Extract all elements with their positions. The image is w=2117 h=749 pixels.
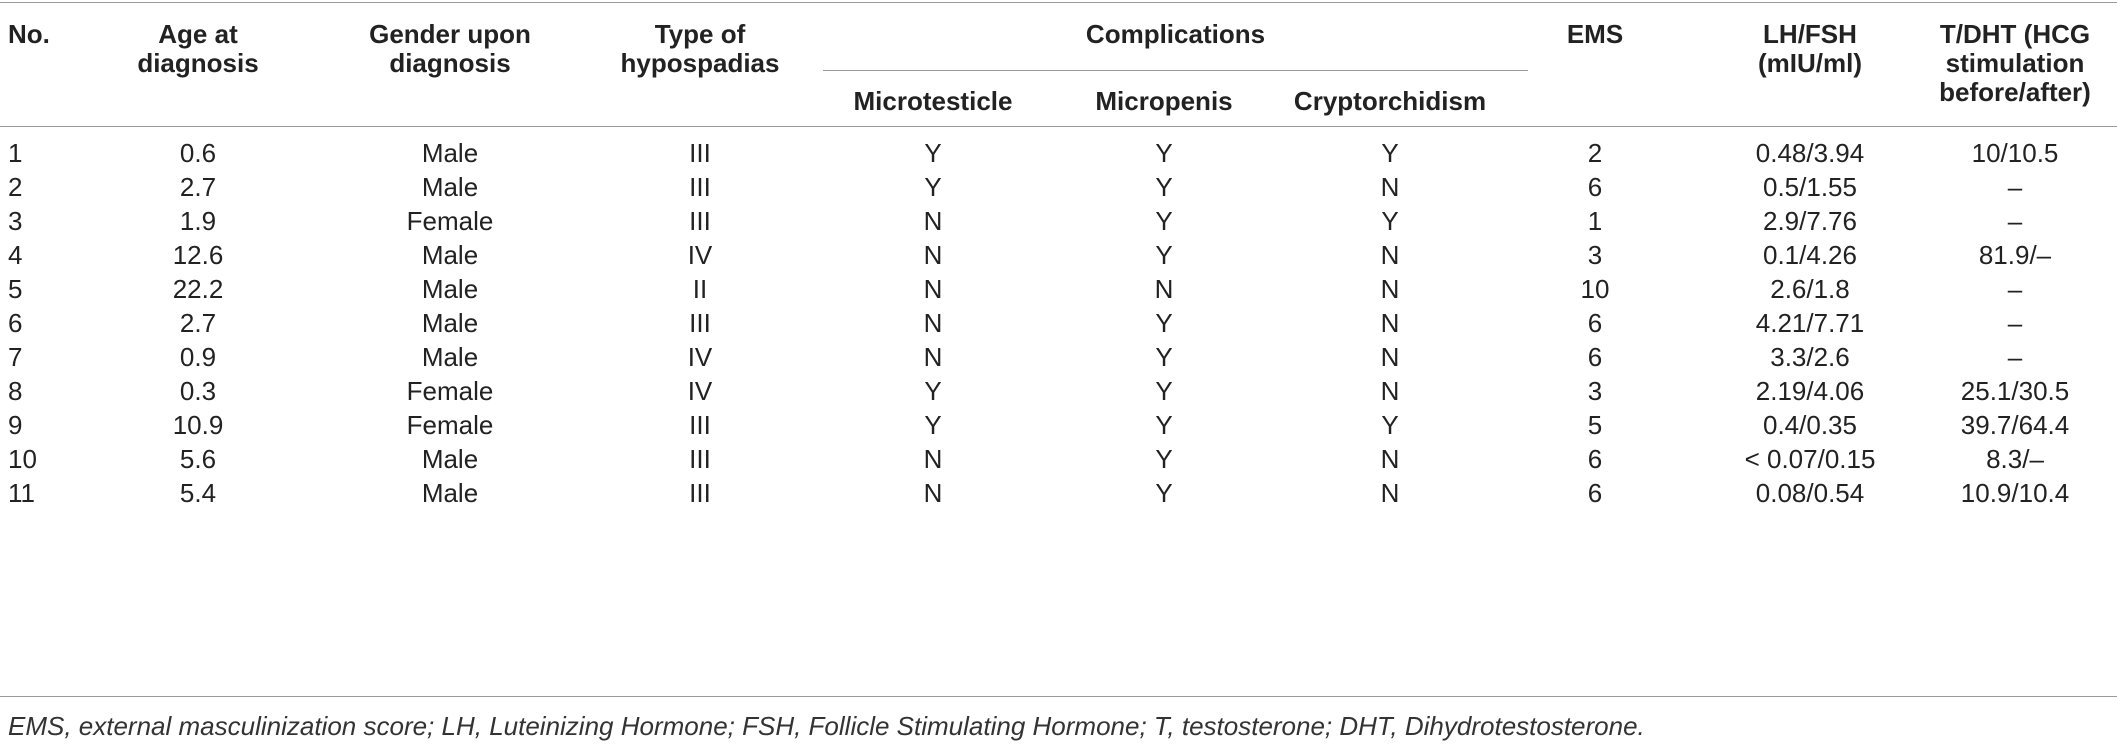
cell-micropenis: Y [1155, 376, 1173, 406]
cell-ems: 2 [1587, 138, 1603, 168]
cell-micropenis: Y [1155, 206, 1173, 236]
cell-lhfsh: 0.1/4.26 [1763, 240, 1857, 270]
cell-tdht: 10/10.5 [1971, 138, 2059, 168]
cell-gender: Male [421, 444, 479, 474]
header-tdht-line1: T/DHT (HCG [1939, 19, 2091, 49]
cell-type: III [689, 478, 711, 508]
cell-lhfsh: 4.21/7.71 [1755, 308, 1865, 338]
cell-microtesticle: N [923, 444, 943, 474]
table-bottom-rule [0, 696, 2117, 697]
cell-microtesticle: N [923, 274, 943, 304]
cell-gender: Male [421, 172, 479, 202]
cell-age: 2.7 [179, 172, 217, 202]
cell-cryptorchidism: N [1380, 240, 1400, 270]
cell-ems: 6 [1587, 308, 1603, 338]
cell-ems: 3 [1587, 240, 1603, 270]
cell-lhfsh: 2.6/1.8 [1770, 274, 1850, 304]
cell-micropenis: N [1154, 274, 1174, 304]
cell-gender: Male [421, 138, 479, 168]
header-bottom-rule [0, 126, 2117, 127]
cell-no: 8 [8, 376, 23, 406]
cell-gender: Male [421, 308, 479, 338]
cell-tdht: – [2007, 206, 2023, 236]
cell-gender: Female [406, 376, 494, 406]
cell-tdht: – [2007, 172, 2023, 202]
cell-type: IV [687, 376, 713, 406]
cell-age: 0.6 [179, 138, 217, 168]
cell-ems: 1 [1587, 206, 1603, 236]
cell-no: 7 [8, 342, 23, 372]
cell-lhfsh: 0.4/0.35 [1763, 410, 1857, 440]
cell-microtesticle: N [923, 206, 943, 236]
header-type-line2: hypospadias [620, 48, 780, 78]
cell-ems: 5 [1587, 410, 1603, 440]
header-tdht-line2: stimulation [1945, 48, 2085, 78]
cell-age: 22.2 [172, 274, 224, 304]
cell-microtesticle: Y [924, 410, 942, 440]
cell-micropenis: Y [1155, 240, 1173, 270]
cell-ems: 6 [1587, 342, 1603, 372]
cell-tdht: – [2007, 274, 2023, 304]
cell-cryptorchidism: Y [1381, 410, 1399, 440]
cell-cryptorchidism: N [1380, 308, 1400, 338]
cell-no: 2 [8, 172, 23, 202]
header-cryptorchidism: Cryptorchidism [1293, 86, 1487, 116]
cell-type: III [689, 138, 711, 168]
cell-tdht: – [2007, 342, 2023, 372]
cell-type: III [689, 308, 711, 338]
header-lhfsh-line1: LH/FSH [1763, 19, 1857, 49]
cell-microtesticle: N [923, 478, 943, 508]
cell-micropenis: Y [1155, 308, 1173, 338]
cell-type: IV [687, 240, 713, 270]
cell-ems: 10 [1580, 274, 1610, 304]
header-micropenis: Micropenis [1095, 86, 1233, 116]
header-age-line2: diagnosis [137, 48, 259, 78]
cell-cryptorchidism: N [1380, 274, 1400, 304]
cell-gender: Female [406, 410, 494, 440]
cell-microtesticle: Y [924, 138, 942, 168]
cell-type: III [689, 410, 711, 440]
header-age-line1: Age at [158, 19, 238, 49]
cell-type: III [689, 444, 711, 474]
cell-tdht: 39.7/64.4 [1960, 410, 2070, 440]
cell-type: IV [687, 342, 713, 372]
cell-gender: Male [421, 342, 479, 372]
cell-gender: Male [421, 274, 479, 304]
cell-no: 9 [8, 410, 23, 440]
header-tdht-line3: before/after) [1939, 77, 2091, 107]
header-gender-line1: Gender upon [369, 19, 531, 49]
cell-micropenis: Y [1155, 478, 1173, 508]
cell-tdht: – [2007, 308, 2023, 338]
cell-lhfsh: 2.9/7.76 [1763, 206, 1857, 236]
cell-no: 10 [8, 444, 37, 474]
cell-gender: Male [421, 478, 479, 508]
cell-cryptorchidism: Y [1381, 138, 1399, 168]
cell-cryptorchidism: Y [1381, 206, 1399, 236]
cell-micropenis: Y [1155, 410, 1173, 440]
header-lhfsh-line2: (mIU/ml) [1758, 48, 1862, 78]
cell-no: 4 [8, 240, 23, 270]
cell-age: 2.7 [179, 308, 217, 338]
cell-lhfsh: < 0.07/0.15 [1744, 444, 1876, 474]
header-no: No. [8, 19, 50, 49]
cell-type: III [689, 206, 711, 236]
cell-micropenis: Y [1155, 172, 1173, 202]
cell-microtesticle: Y [924, 172, 942, 202]
cell-ems: 6 [1587, 478, 1603, 508]
cell-age: 0.3 [179, 376, 217, 406]
cell-no: 3 [8, 206, 23, 236]
cell-no: 6 [8, 308, 23, 338]
cell-microtesticle: Y [924, 376, 942, 406]
cell-tdht: 25.1/30.5 [1960, 376, 2070, 406]
cell-microtesticle: N [923, 240, 943, 270]
cell-age: 5.6 [179, 444, 217, 474]
cell-age: 5.4 [179, 478, 217, 508]
cell-micropenis: Y [1155, 138, 1173, 168]
cell-cryptorchidism: N [1380, 376, 1400, 406]
cell-lhfsh: 0.5/1.55 [1763, 172, 1857, 202]
cell-ems: 6 [1587, 444, 1603, 474]
cell-cryptorchidism: N [1380, 172, 1400, 202]
header-microtesticle: Microtesticle [853, 86, 1013, 116]
cell-micropenis: Y [1155, 444, 1173, 474]
cell-gender: Male [421, 240, 479, 270]
cell-type: II [692, 274, 708, 304]
cell-gender: Female [406, 206, 494, 236]
cell-lhfsh: 0.08/0.54 [1755, 478, 1865, 508]
cell-no: 11 [8, 478, 35, 508]
header-ems: EMS [1566, 19, 1624, 49]
cell-age: 0.9 [179, 342, 217, 372]
cell-lhfsh: 2.19/4.06 [1755, 376, 1865, 406]
cell-no: 1 [8, 138, 23, 168]
cell-cryptorchidism: N [1380, 478, 1400, 508]
cell-lhfsh: 0.48/3.94 [1755, 138, 1865, 168]
cell-micropenis: Y [1155, 342, 1173, 372]
cell-age: 10.9 [172, 410, 224, 440]
cell-microtesticle: N [923, 308, 943, 338]
cell-cryptorchidism: N [1380, 342, 1400, 372]
table-footnote: EMS, external masculinization score; LH, Luteinizing Hormone; FSH, Follicle Stimulating Hormone; T, testosterone; DHT, Dihydrotestosterone. [8, 711, 1645, 741]
cell-cryptorchidism: N [1380, 444, 1400, 474]
complications-rule [823, 70, 1528, 71]
cell-age: 1.9 [179, 206, 217, 236]
cell-tdht: 81.9/– [1978, 240, 2052, 270]
cell-ems: 6 [1587, 172, 1603, 202]
cell-microtesticle: N [923, 342, 943, 372]
cell-no: 5 [8, 274, 23, 304]
top-rule [0, 2, 2117, 3]
cell-age: 12.6 [172, 240, 224, 270]
cell-ems: 3 [1587, 376, 1603, 406]
cell-lhfsh: 3.3/2.6 [1770, 342, 1850, 372]
header-complications: Complications [1085, 19, 1266, 49]
header-gender-line2: diagnosis [389, 48, 511, 78]
cell-type: III [689, 172, 711, 202]
header-type-line1: Type of [654, 19, 746, 49]
cell-tdht: 10.9/10.4 [1960, 478, 2070, 508]
cell-tdht: 8.3/– [1986, 444, 2044, 474]
